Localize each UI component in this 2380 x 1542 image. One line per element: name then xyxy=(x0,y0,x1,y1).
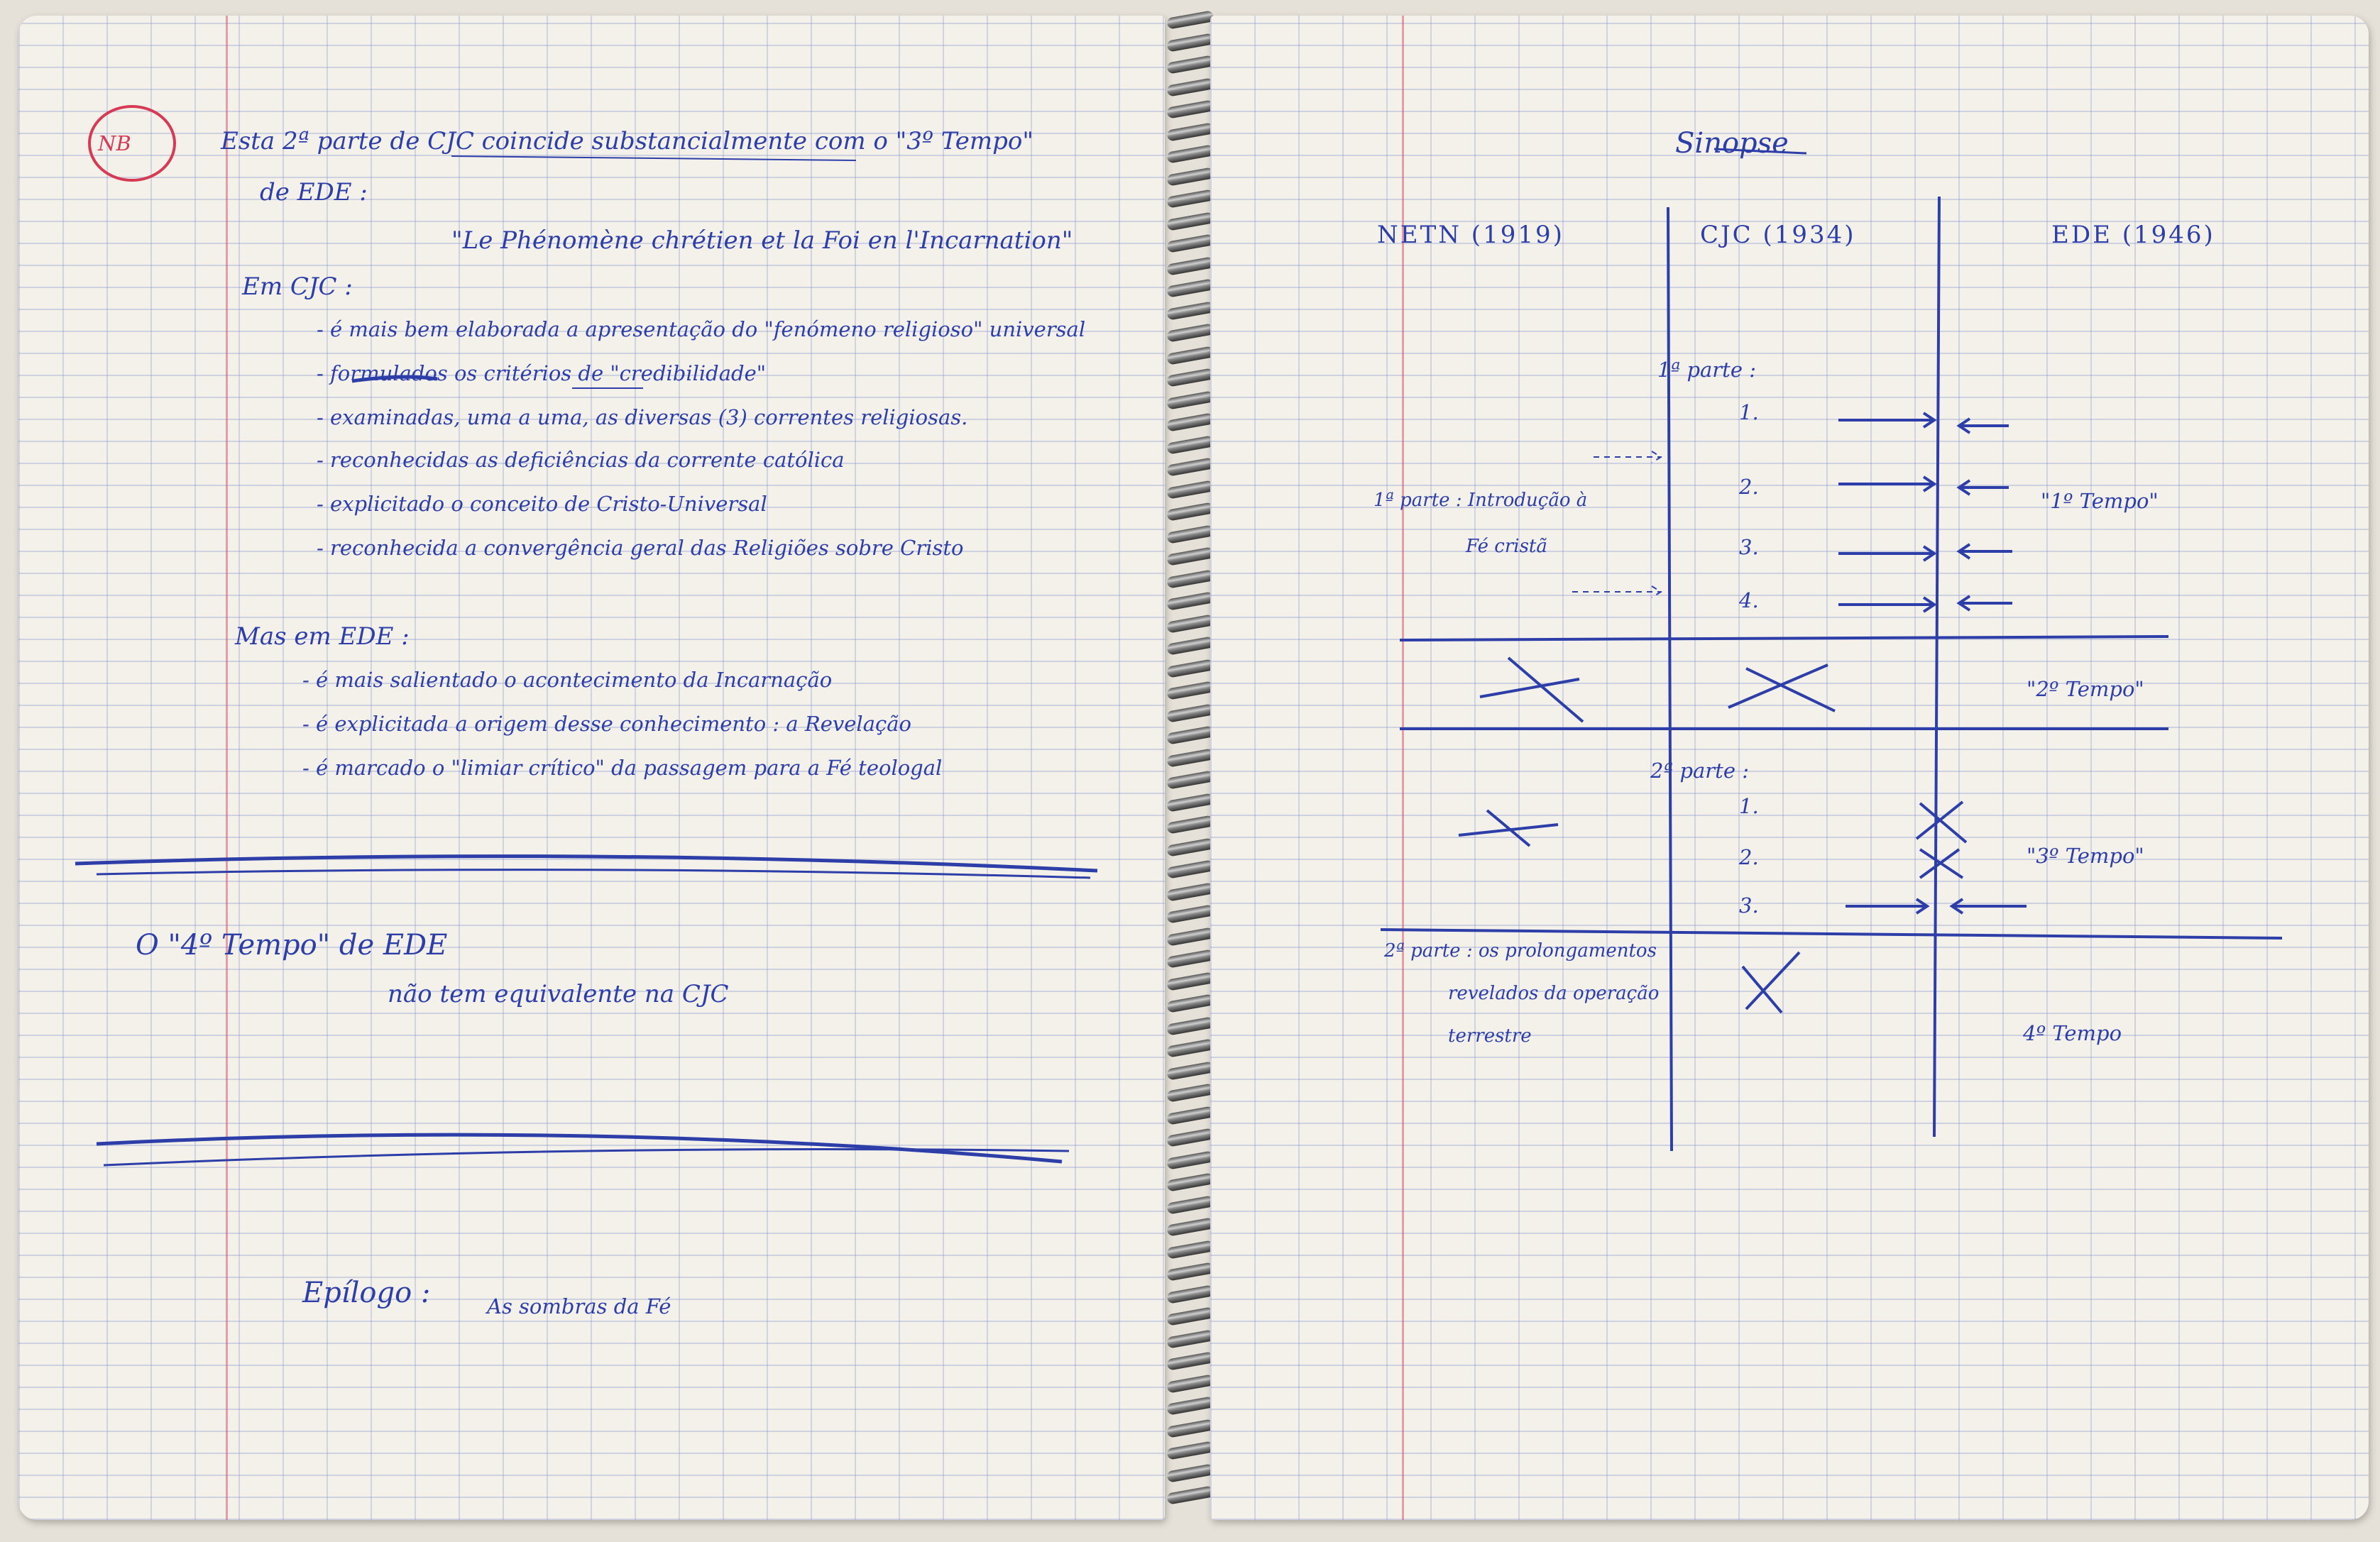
intro-quote: "Le Phénomène chrétien et la Foi en l'Incarnation" xyxy=(451,226,1073,255)
netn-part1-text-line-2: Fé cristã xyxy=(1466,536,1547,557)
cjc-heading: Em CJC : xyxy=(242,272,353,301)
fourth-time-line-1: O "4º Tempo" de EDE xyxy=(136,929,448,962)
part3-text-line-1: 2ª parte : os prolongamentos xyxy=(1384,940,1657,962)
spiral-coil xyxy=(1166,614,1214,633)
fourth-time-line-2: não tem equivalente na CJC xyxy=(388,980,729,1008)
part1-number: 2. xyxy=(1739,475,1759,499)
arrow-left xyxy=(1959,419,2009,433)
spiral-coil xyxy=(1166,77,1214,97)
spiral-coil xyxy=(1166,1262,1214,1281)
ede-item: - é marcado o "limiar crítico" da passagem para a Fé teologal xyxy=(302,756,943,780)
spiral-coil xyxy=(1166,99,1214,119)
intro-line-2: de EDE : xyxy=(260,178,368,206)
spiral-coil xyxy=(1166,211,1214,231)
spiral-coil xyxy=(1166,480,1214,499)
part3-text-line-2: revelados da operação xyxy=(1448,983,1660,1004)
spiral-coil xyxy=(1166,1396,1214,1415)
spiral-coil xyxy=(1166,412,1214,431)
ede-fourth-time-label: 4º Tempo xyxy=(2023,1021,2122,1045)
dashed-arrow xyxy=(1572,586,1661,597)
spiral-coil xyxy=(1166,1485,1214,1504)
spiral-coil xyxy=(1166,815,1214,834)
spiral-coil xyxy=(1166,524,1214,544)
arrow-right xyxy=(1846,899,1927,913)
cross-mark xyxy=(1916,802,1966,842)
spiral-coil xyxy=(1166,1061,1214,1080)
spiral-coil xyxy=(1166,703,1214,722)
right-notebook-page xyxy=(1210,16,2369,1520)
arrow-right xyxy=(1838,597,1934,612)
ede-item: - é mais salientado o acontecimento da Incarnação xyxy=(302,668,833,692)
spiral-coil xyxy=(1166,1128,1214,1147)
epilogue-label: Epílogo : xyxy=(302,1277,431,1309)
ede-heading: Mas em EDE : xyxy=(235,622,410,651)
spiral-coil xyxy=(1166,55,1214,74)
nb-mark: NB xyxy=(98,131,131,155)
spiral-coil xyxy=(1166,659,1214,678)
spiral-coil xyxy=(1166,1419,1214,1438)
cjc-item: - reconhecidas as deficiências da corrente católica xyxy=(317,448,845,472)
spiral-coil xyxy=(1166,1016,1214,1035)
intro-line-1: Esta 2ª parte de CJC coincide substancialmente com o "3º Tempo" xyxy=(221,127,1034,155)
spiral-coil xyxy=(1166,793,1214,812)
spiral-coil xyxy=(1166,435,1214,454)
spiral-coil xyxy=(1166,457,1214,476)
divider-stroke-2 xyxy=(97,870,1090,878)
spiral-coil xyxy=(1166,1329,1214,1348)
part2-number: 1. xyxy=(1739,794,1759,818)
arrow-left xyxy=(1959,480,2009,495)
spiral-coil xyxy=(1166,256,1214,275)
spiral-coil xyxy=(1166,859,1214,879)
part2-number: 3. xyxy=(1739,893,1759,918)
arrow-left xyxy=(1959,596,2012,610)
part1-number: 4. xyxy=(1739,588,1759,612)
spiral-coil xyxy=(1166,301,1214,320)
spiral-coil xyxy=(1166,681,1214,700)
ede-first-time-label: "1º Tempo" xyxy=(2041,489,2159,513)
horizontal-divider-3 xyxy=(1381,930,2282,938)
spiral-coil xyxy=(1166,144,1214,163)
dashed-arrow xyxy=(1594,451,1661,463)
spiral-coil xyxy=(1166,1351,1214,1370)
part1-number: 3. xyxy=(1739,535,1759,559)
spiral-coil xyxy=(1166,882,1214,901)
horizontal-divider-1 xyxy=(1400,637,2168,640)
spiral-coil xyxy=(1166,278,1214,297)
divider-stroke-1 xyxy=(75,857,1097,871)
spiral-coil xyxy=(1166,546,1214,566)
spiral-coil xyxy=(1166,636,1214,655)
part1-number: 1. xyxy=(1739,400,1759,424)
cross-mark xyxy=(1743,952,1799,1013)
spiral-coil xyxy=(1166,904,1214,923)
spiral-coil xyxy=(1166,122,1214,141)
column-header-cjc: CJC (1934) xyxy=(1700,221,1856,249)
spiral-coil xyxy=(1166,189,1214,208)
spiral-coil xyxy=(1166,1441,1214,1460)
spiral-coil xyxy=(1166,323,1214,342)
spiral-coil xyxy=(1166,725,1214,744)
ede-second-time-label: "2º Tempo" xyxy=(2027,677,2144,701)
divider-stroke-3 xyxy=(97,1135,1062,1162)
column-header-netn: NETN (1919) xyxy=(1377,221,1564,249)
spiral-coil xyxy=(1166,1106,1214,1125)
spiral-coil xyxy=(1166,748,1214,767)
arrow-left xyxy=(1959,544,2012,558)
cjc-item: - explicitado o conceito de Cristo-Universal xyxy=(317,492,767,516)
spiral-coil xyxy=(1166,1172,1214,1191)
arrow-left xyxy=(1952,899,2027,913)
spiral-coil xyxy=(1166,1463,1214,1482)
spiral-coil xyxy=(1166,390,1214,409)
spiral-coil xyxy=(1166,1083,1214,1102)
spiral-coil xyxy=(1166,927,1214,946)
cross-mark xyxy=(1459,810,1558,846)
arrow-right xyxy=(1838,413,1934,427)
spiral-coil xyxy=(1166,837,1214,857)
part3-text-line-3: terrestre xyxy=(1448,1025,1532,1047)
spiral-coil xyxy=(1166,502,1214,521)
spiral-coil xyxy=(1166,591,1214,610)
spiral-coil xyxy=(1166,346,1214,365)
spiral-coil xyxy=(1166,1284,1214,1304)
ede-item: - é explicitada a origem desse conhecimento : a Revelação xyxy=(302,712,911,736)
spiral-coil xyxy=(1166,1150,1214,1169)
epilogue-text: As sombras da Fé xyxy=(487,1294,671,1318)
column-header-ede: EDE (1946) xyxy=(2051,221,2215,249)
vertical-divider-2 xyxy=(1934,197,1939,1137)
spiral-coil xyxy=(1166,993,1214,1013)
spiral-coil xyxy=(1166,569,1214,588)
spiral-coil xyxy=(1166,1038,1214,1057)
arrow-right xyxy=(1838,477,1934,491)
cjc-item: - reconhecida a convergência geral das Religiões sobre Cristo xyxy=(317,536,964,560)
spiral-coil xyxy=(1166,33,1214,52)
arrow-right xyxy=(1838,546,1934,561)
cjc-item: - formulados os critérios de "credibilidade" xyxy=(317,361,767,385)
vertical-divider-1 xyxy=(1668,207,1672,1151)
cjc-part2-label: 2ª parte : xyxy=(1650,759,1749,783)
left-notebook-page xyxy=(18,16,1165,1520)
spiral-coil xyxy=(1166,1195,1214,1214)
spiral-coil xyxy=(1166,10,1214,29)
spiral-coil xyxy=(1166,1240,1214,1259)
spiral-coil xyxy=(1166,167,1214,186)
cross-mark xyxy=(1480,658,1583,722)
synopsis-title: Sinopse xyxy=(1675,127,1789,160)
netn-part1-text-line-1: 1ª parte : Introdução à xyxy=(1373,490,1588,511)
underline-coincide xyxy=(451,156,856,160)
cjc-part1-label: 1ª parte : xyxy=(1657,358,1756,382)
spiral-coil xyxy=(1166,233,1214,253)
spiral-coil xyxy=(1166,971,1214,991)
part2-number: 2. xyxy=(1739,845,1759,869)
cjc-item: - é mais bem elaborada a apresentação do "fenómeno religioso" universal xyxy=(317,317,1086,341)
spiral-coil xyxy=(1166,949,1214,968)
cjc-item: - examinadas, uma a uma, as diversas (3) correntes religiosas. xyxy=(317,405,968,429)
ede-third-time-label: "3º Tempo" xyxy=(2027,844,2144,868)
spiral-coil xyxy=(1166,1374,1214,1393)
spiral-coil xyxy=(1166,1306,1214,1326)
cross-mark xyxy=(1920,849,1963,878)
cross-mark xyxy=(1728,665,1835,711)
spiral-coil xyxy=(1166,1217,1214,1236)
spiral-coil xyxy=(1166,368,1214,387)
spiral-coil xyxy=(1166,770,1214,789)
